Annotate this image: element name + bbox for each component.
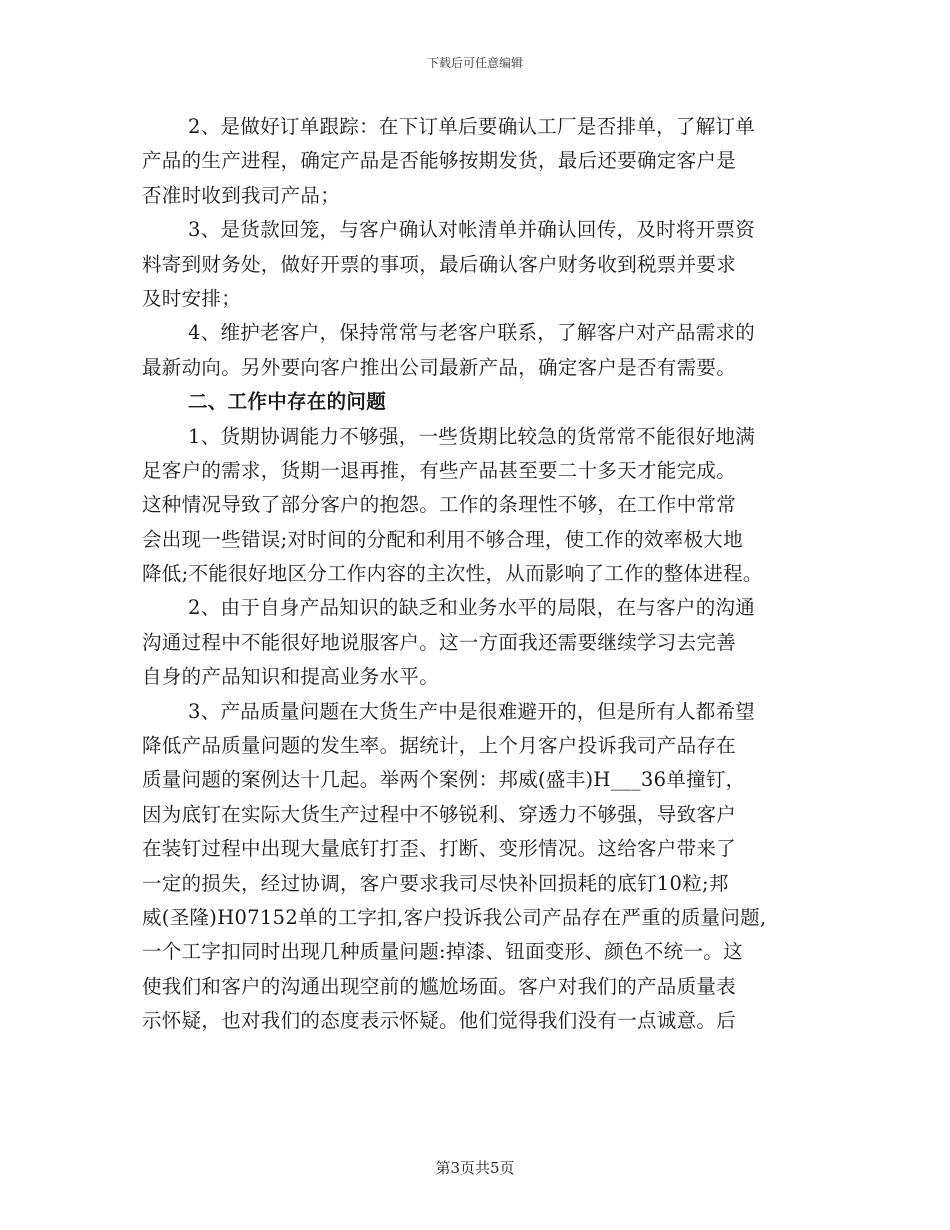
- paragraph-line: 3、产品质量问题在大货生产中是很难避开的，但是所有人都希望: [188, 699, 756, 723]
- paragraph-line: 自身的产品知识和提高业务水平。: [142, 665, 440, 689]
- paragraph-line: 这种情况导致了部分客户的抱怨。工作的条理性不够，在工作中常常: [142, 493, 737, 517]
- paragraph-line: 最新动向。另外要向客户推出公司最新产品，确定客户是否有需要。: [142, 355, 737, 379]
- paragraph-line: 2、由于自身产品知识的缺乏和业务水平的局限，在与客户的沟通: [188, 596, 756, 620]
- paragraph-line: 3、是货款回笼，与客户确认对帐清单并确认回传，及时将开票资: [188, 218, 756, 242]
- paragraph-line: 威(圣隆)H07152单的工字扣,客户投诉我公司产品存在严重的质量问题,: [142, 905, 767, 929]
- paragraph-line: 2、是做好订单跟踪：在下订单后要确认工厂是否排单，了解订单: [188, 115, 756, 138]
- page-header: 下载后可任意编辑: [426, 56, 523, 70]
- paragraph-line: 足客户的需求，货期一退再推，有些产品甚至要二十多天才能完成。: [142, 458, 737, 482]
- paragraph-line: 会出现一些错误;对时间的分配和利用不够合理，使工作的效率极大地: [142, 527, 743, 551]
- paragraph-line: 4、维护老客户，保持常常与老客户联系，了解客户对产品需求的: [188, 321, 756, 345]
- paragraph-line: 料寄到财务处，做好开票的事项，最后确认客户财务收到税票并要求: [142, 252, 737, 276]
- paragraph-line: 1、货期协调能力不够强，一些货期比较急的货常常不能很好地满: [188, 424, 756, 448]
- paragraph-line: 质量问题的案例达十几起。举两个案例：邦威(盛丰)H___36单撞钉，: [142, 768, 746, 792]
- document-body: [142, 110, 832, 1039]
- paragraph-line: 一个工字扣同时出现几种质量问题:掉漆、钮面变形、颜色不统一。这: [142, 940, 743, 964]
- paragraph-line: 降低产品质量问题的发生率。据统计，上个月客户投诉我司产品存在: [142, 734, 737, 758]
- paragraph-line: 降低;不能很好地区分工作内容的主次性，从而影响了工作的整体进程。: [142, 562, 763, 586]
- paragraph-line: 示怀疑，也对我们的态度表示怀疑。他们觉得我们没有一点诚意。后: [142, 1009, 737, 1033]
- paragraph-line: 因为底钉在实际大货生产过程中不够锐利、穿透力不够强，导致客户: [142, 802, 737, 826]
- paragraph-line: 及时安排；: [142, 286, 242, 310]
- paragraph-line: 沟通过程中不能很好地说服客户。这一方面我还需要继续学习去完善: [142, 630, 737, 654]
- paragraph-line: 在装钉过程中出现大量底钉打歪、打断、变形情况。这给客户带来了: [142, 837, 737, 861]
- paragraph-line: 否准时收到我司产品；: [142, 183, 341, 207]
- paragraph-line: 产品的生产进程，确定产品是否能够按期发货，最后还要确定客户是: [142, 149, 737, 173]
- paragraph-line: 使我们和客户的沟通出现空前的尴尬场面。客户对我们的产品质量表: [142, 974, 737, 998]
- section-heading: 二、工作中存在的问题: [188, 390, 387, 414]
- paragraph-line: 一定的损失，经过协调，客户要求我司尽快补回损耗的底钉10粒;邦: [142, 871, 729, 895]
- page-footer: 第3页共5页: [435, 1159, 515, 1177]
